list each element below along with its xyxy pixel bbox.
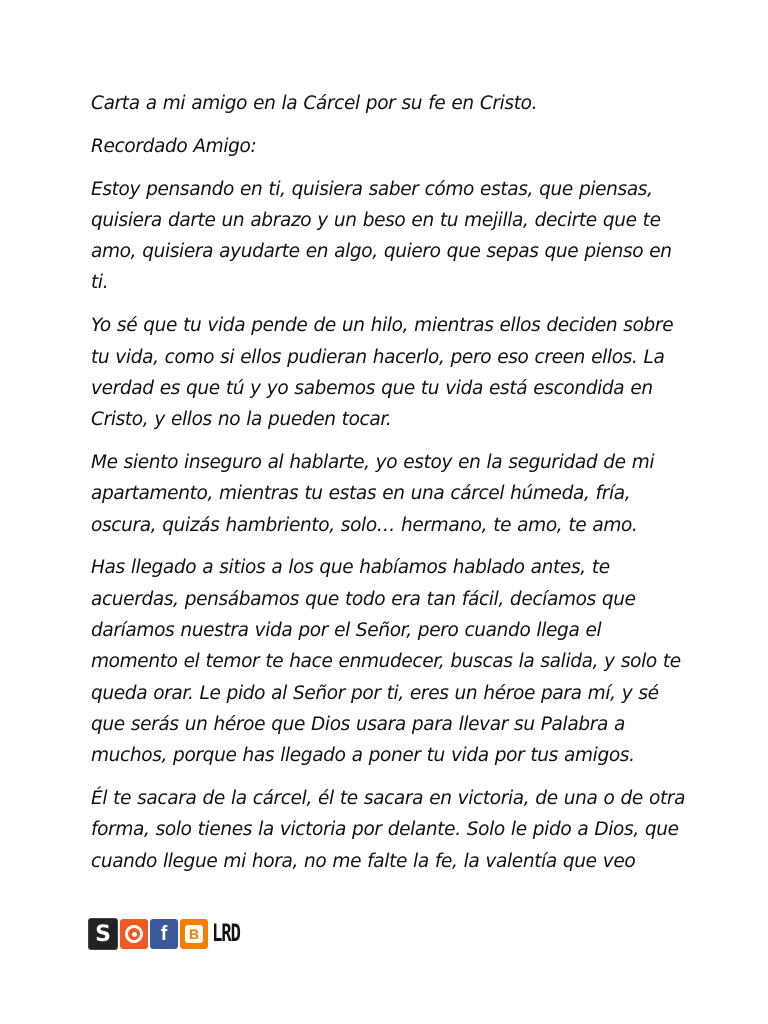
paragraph: Él te sacara de la cárcel, él te sacara en victoria, de una o de otra forma, solo tienes la victoria por delante. Solo le pido a Dios, que cuando llegue mi hora, no me falte la fe, la valentía que veo [91,787,686,872]
facebook-icon[interactable] [150,919,178,949]
s-logo-icon[interactable] [88,918,118,950]
lrd-logo-icon[interactable] [210,913,242,955]
target-icon[interactable] [120,919,148,949]
lrd-glyph: LRD [212,920,240,948]
facebook-glyph: f [160,922,168,945]
target-ring [125,925,143,943]
paragraph: Has llegado a sitios a los que habíamos hablado antes, te acuerdas, pensábamos que todo era tan fácil, decíamos que daríamos nuestra vida por el Señor, pero cuando llega el momento el temor te hace enmudecer, buscas la salida, y solo te queda orar. Le pido al Señor por ti, eres un héroe para mí, y sé que serás un héroe que Dios usara para llevar su Palabra a muchos, porque has llegado a poner tu vida por tus amigos. [91,557,681,767]
letter-salutation: Recordado Amigo: [91,135,257,157]
blogger-glyph: B [185,925,203,943]
letter-title: Carta a mi amigo en la Cárcel por su fe en Cristo. [91,93,538,114]
paragraph: Me siento inseguro al hablarte, yo estoy en la seguridad de mi apartamento, mientras tu estas en una cárcel húmeda, fría, oscura, quizás hambriento, solo… hermano, te amo, te amo. [91,451,655,536]
letter-body [91,88,691,888]
s-logo-glyph: S [95,921,111,947]
social-logo-strip [88,917,242,951]
paragraph: Yo sé que tu vida pende de un hilo, mientras ellos deciden sobre tu vida, como si ellos pudieran hacerlo, pero eso creen ellos. La verdad es que tú y yo sabemos que tu vida está escondida en Cristo, y ellos no la pueden tocar. [91,315,674,431]
paragraph: Estoy pensando en ti, quisiera saber cómo estas, que piensas, quisiera darte un abrazo y un beso en tu mejilla, decirte que te amo, quisiera ayudarte en algo, quiero que sepas que pienso en ti. [91,178,672,294]
blogger-icon[interactable] [180,919,208,949]
